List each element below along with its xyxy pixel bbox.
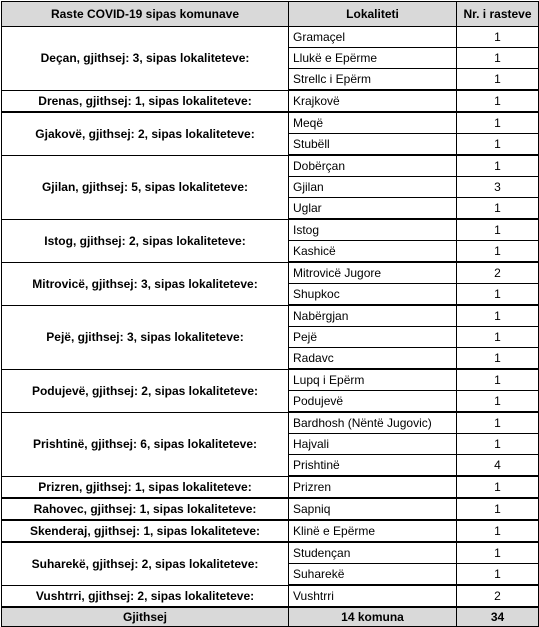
- table-row: [2, 542, 539, 564]
- locality-cell: Hajvali: [289, 434, 457, 455]
- municipality-cell: Skenderaj, gjithsej: 1, sipas lokaliteteve:: [2, 520, 289, 542]
- count-cell: 1: [457, 27, 539, 48]
- total-row: [2, 607, 539, 627]
- locality-cell: Prizren: [289, 476, 457, 498]
- table-row: [2, 27, 539, 48]
- count-cell: 1: [457, 391, 539, 413]
- table-row: [2, 90, 539, 112]
- count-cell: 3: [457, 177, 539, 198]
- header-locality: Lokaliteti: [289, 2, 457, 27]
- municipality-cell: Gjilan, gjithsej: 5, sipas lokaliteteve:: [2, 155, 289, 219]
- municipality-cell: Rahovec, gjithsej: 1, sipas lokaliteteve:: [2, 498, 289, 520]
- count-cell: 4: [457, 455, 539, 477]
- locality-cell: Meqë: [289, 112, 457, 134]
- count-cell: 1: [457, 520, 539, 542]
- municipality-cell: Deçan, gjithsej: 3, sipas lokaliteteve:: [2, 27, 289, 91]
- municipality-cell: Prishtinë, gjithsej: 6, sipas lokaliteteve:: [2, 412, 289, 476]
- municipality-cell: Suharekë, gjithsej: 2, sipas lokaliteteve:: [2, 542, 289, 585]
- count-cell: 1: [457, 69, 539, 91]
- locality-cell: Krajkovë: [289, 90, 457, 112]
- count-cell: 1: [457, 284, 539, 306]
- table-row: [2, 305, 539, 327]
- header-row: [2, 2, 539, 27]
- header-municipality: Raste COVID-19 sipas komunave: [2, 2, 289, 27]
- table-row: [2, 412, 539, 434]
- locality-cell: Lupq i Epërm: [289, 369, 457, 391]
- locality-cell: Pejë: [289, 327, 457, 348]
- table-row: [2, 219, 539, 241]
- municipality-cell: Mitrovicë, gjithsej: 3, sipas lokaliteteve:: [2, 262, 289, 305]
- locality-cell: Vushtrri: [289, 585, 457, 607]
- count-cell: 1: [457, 348, 539, 370]
- count-cell: 1: [457, 476, 539, 498]
- locality-cell: Llukë e Epërme: [289, 48, 457, 69]
- count-cell: 1: [457, 219, 539, 241]
- count-cell: 1: [457, 412, 539, 434]
- locality-cell: Gjilan: [289, 177, 457, 198]
- count-cell: 2: [457, 262, 539, 284]
- locality-cell: Radavc: [289, 348, 457, 370]
- locality-cell: Stubëll: [289, 134, 457, 156]
- table-row: [2, 498, 539, 520]
- count-cell: 1: [457, 48, 539, 69]
- locality-cell: Strellc i Epërm: [289, 69, 457, 91]
- count-cell: 1: [457, 434, 539, 455]
- municipality-cell: Vushtrri, gjithsej: 2, sipas lokaliteteve:: [2, 585, 289, 607]
- locality-cell: Studençan: [289, 542, 457, 564]
- locality-cell: Kashicë: [289, 241, 457, 263]
- table-row: [2, 155, 539, 177]
- locality-cell: Suharekë: [289, 564, 457, 586]
- table-row: [2, 520, 539, 542]
- count-cell: 2: [457, 585, 539, 607]
- count-cell: 1: [457, 369, 539, 391]
- table-body: [2, 27, 539, 608]
- municipality-cell: Istog, gjithsej: 2, sipas lokaliteteve:: [2, 219, 289, 262]
- count-cell: 1: [457, 305, 539, 327]
- locality-cell: Prishtinë: [289, 455, 457, 477]
- locality-cell: Uglar: [289, 198, 457, 220]
- locality-cell: Klinë e Epërme: [289, 520, 457, 542]
- table-row: [2, 369, 539, 391]
- total-label: Gjithsej: [2, 607, 289, 627]
- municipality-cell: Prizren, gjithsej: 1, sipas lokaliteteve:: [2, 476, 289, 498]
- municipality-cell: Drenas, gjithsej: 1, sipas lokaliteteve:: [2, 90, 289, 112]
- count-cell: 1: [457, 198, 539, 220]
- total-count: 34: [457, 607, 539, 627]
- total-municipalities: 14 komuna: [289, 607, 457, 627]
- count-cell: 1: [457, 327, 539, 348]
- count-cell: 1: [457, 134, 539, 156]
- locality-cell: Istog: [289, 219, 457, 241]
- locality-cell: Shupkoc: [289, 284, 457, 306]
- municipality-cell: Pejë, gjithsej: 3, sipas lokaliteteve:: [2, 305, 289, 369]
- table-row: [2, 262, 539, 284]
- table-row: [2, 585, 539, 607]
- count-cell: 1: [457, 498, 539, 520]
- locality-cell: Gramaçel: [289, 27, 457, 48]
- count-cell: 1: [457, 90, 539, 112]
- count-cell: 1: [457, 112, 539, 134]
- locality-cell: Nabërgjan: [289, 305, 457, 327]
- locality-cell: Sapniq: [289, 498, 457, 520]
- table-row: [2, 476, 539, 498]
- locality-cell: Bardhosh (Nëntë Jugovic): [289, 412, 457, 434]
- municipality-cell: Podujevë, gjithsej: 2, sipas lokaliteteve:: [2, 369, 289, 412]
- table-row: [2, 112, 539, 134]
- locality-cell: Dobërçan: [289, 155, 457, 177]
- locality-cell: Podujevë: [289, 391, 457, 413]
- header-count: Nr. i rasteve: [457, 2, 539, 27]
- municipality-cell: Gjakovë, gjithsej: 2, sipas lokaliteteve:: [2, 112, 289, 155]
- covid-cases-table: [1, 1, 539, 627]
- count-cell: 1: [457, 564, 539, 586]
- count-cell: 1: [457, 241, 539, 263]
- count-cell: 1: [457, 542, 539, 564]
- locality-cell: Mitrovicë Jugore: [289, 262, 457, 284]
- count-cell: 1: [457, 155, 539, 177]
